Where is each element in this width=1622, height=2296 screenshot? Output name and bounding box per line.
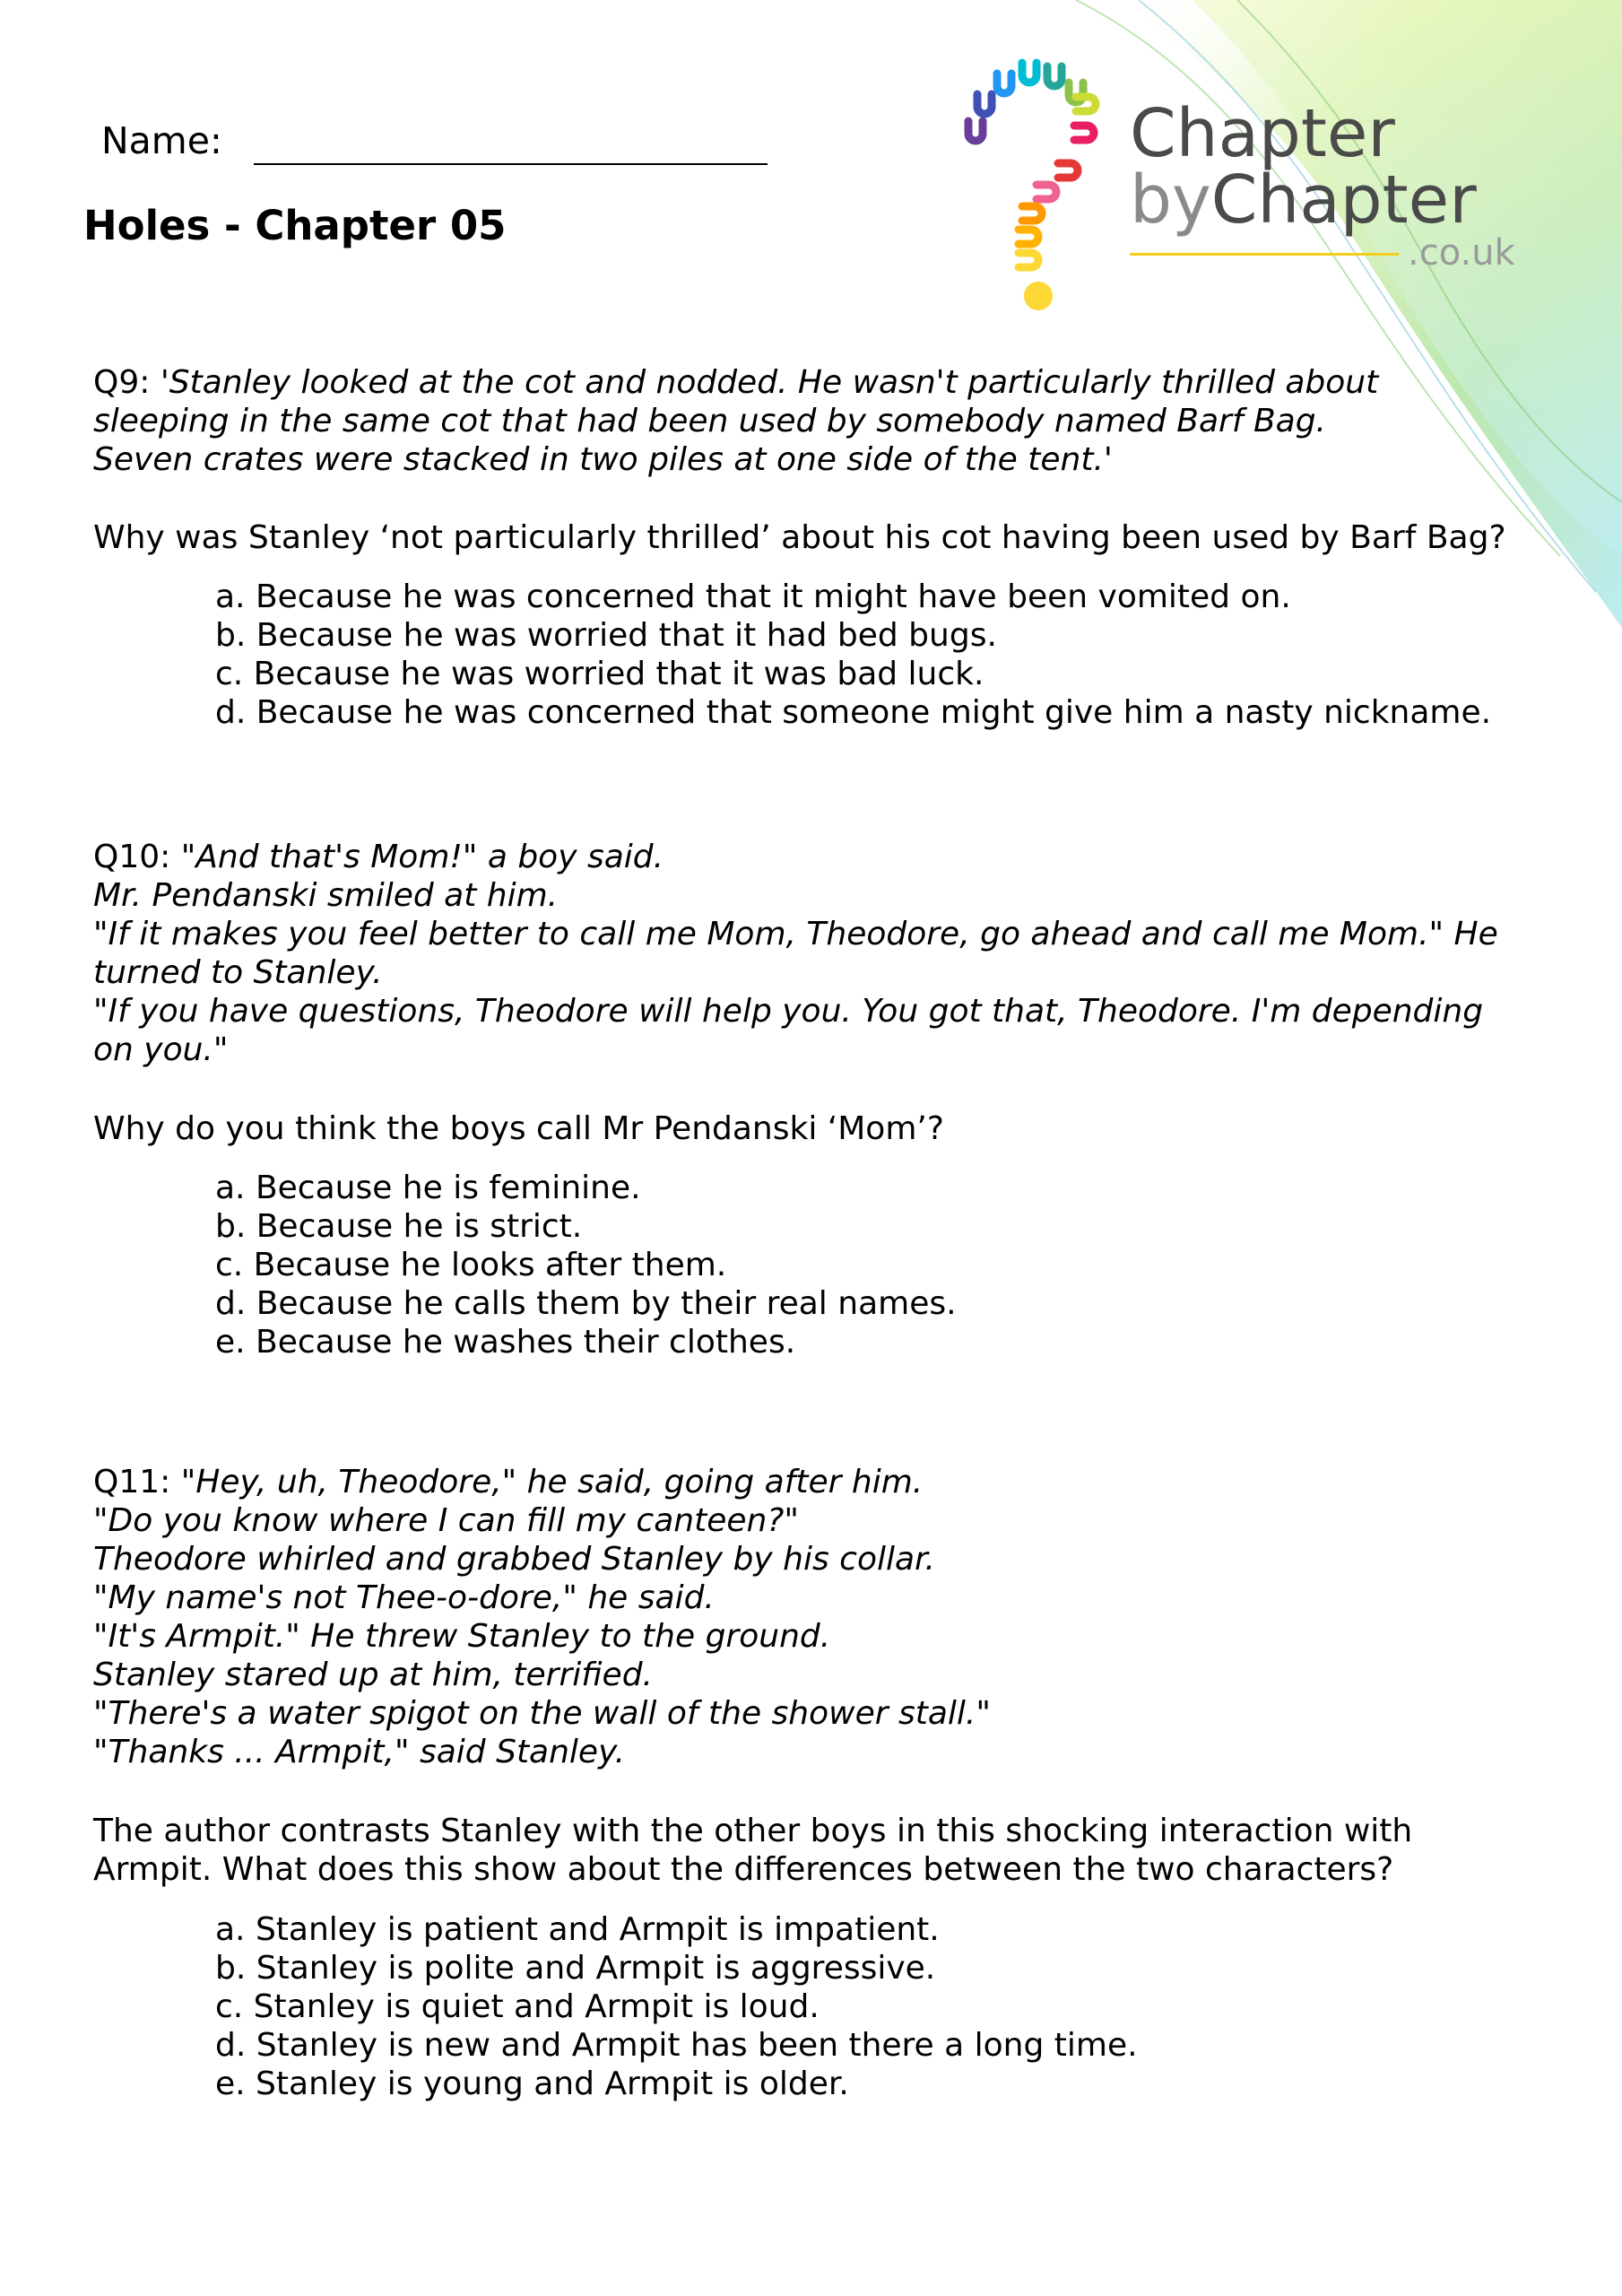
name-field-line[interactable] (254, 163, 768, 165)
question-10-options (215, 1169, 957, 1361)
quote-line: sleeping in the same cot that had been used by somebody named Barf Bag. (93, 403, 1326, 439)
logo-text-domain: .co.uk (1408, 232, 1515, 274)
logo-text-by: by (1130, 161, 1211, 239)
question-label: Q10: (93, 839, 171, 875)
answer-option[interactable]: a. Because he is feminine. (215, 1170, 641, 1206)
question-label: Q11: (93, 1464, 171, 1500)
question-9-quote (93, 363, 1564, 479)
question-9-prompt (93, 518, 1564, 557)
question-label: Q9: (93, 364, 151, 401)
question-10-prompt (93, 1109, 1564, 1148)
quote-line: Theodore whirled and grabbed Stanley by his collar. (93, 1541, 935, 1578)
answer-option[interactable]: b. Because he was worried that it had bed bugs. (215, 617, 997, 654)
answer-option[interactable]: d. Stanley is new and Armpit has been there a long time. (215, 2027, 1138, 2064)
quote-line: "If you have questions, Theodore will help you. You got that, Theodore. I'm depending (93, 993, 1484, 1030)
prompt-line: Why was Stanley ‘not particularly thrilled’ about his cot having been used by Barf Bag? (93, 519, 1506, 556)
answer-option[interactable]: e. Stanley is young and Armpit is older. (215, 2066, 849, 2102)
question-9-options (215, 578, 1491, 732)
prompt-line: Armpit. What does this show about the differences between the two characters? (93, 1851, 1394, 1888)
answer-option[interactable]: e. Because he washes their clothes. (215, 1324, 796, 1361)
answer-option[interactable]: d. Because he was concerned that someone might give him a nasty nickname. (215, 694, 1492, 731)
name-label: Name: (101, 119, 222, 162)
quote-line: "There's a water spigot on the wall of the shower stall." (93, 1695, 991, 1732)
quote-line: Stanley stared up at him, terrified. (93, 1657, 653, 1693)
logo-underline (1130, 253, 1399, 256)
question-11-quote (93, 1463, 1564, 1771)
worksheet-title: Holes - Chapter 05 (83, 202, 507, 249)
answer-option[interactable]: c. Because he looks after them. (215, 1247, 727, 1283)
question-11-options (215, 1910, 1138, 2103)
prompt-line: The author contrasts Stanley with the other boys in this shocking interaction with (93, 1813, 1413, 1849)
quote-line: "It's Armpit." He threw Stanley to the ground. (93, 1618, 831, 1655)
quote-line: "And that's Mom!" a boy said. (180, 839, 664, 875)
quote-line: "My name's not Thee-o-dore," he said. (93, 1579, 715, 1616)
answer-option[interactable]: a. Stanley is patient and Armpit is impatient. (215, 1911, 940, 1948)
quote-line: "Hey, uh, Theodore," he said, going after him. (180, 1464, 924, 1500)
question-mark-books-icon (950, 54, 1112, 323)
quote-line: "If it makes you feel better to call me Mom, Theodore, go ahead and call me Mom." He (93, 916, 1498, 952)
quote-line: 'Stanley looked at the cot and nodded. He wasn't particularly thrilled about (160, 364, 1379, 401)
quote-line: on you." (93, 1031, 229, 1068)
quote-line: Seven crates were stacked in two piles at one side of the tent.' (93, 441, 1113, 478)
answer-option[interactable]: d. Because he calls them by their real names. (215, 1285, 957, 1322)
logo-text-chapter-2: Chapter (1210, 161, 1477, 239)
logo-text-by-chapter (1130, 161, 1477, 239)
quote-line: "Thanks ... Armpit," said Stanley. (93, 1734, 626, 1770)
question-10-quote (93, 838, 1564, 1069)
quote-line: "Do you know where I can fill my canteen?" (93, 1502, 799, 1539)
answer-option[interactable]: c. Stanley is quiet and Armpit is loud. (215, 1988, 820, 2025)
answer-option[interactable]: a. Because he was concerned that it might have been vomited on. (215, 578, 1291, 615)
answer-option[interactable]: b. Stanley is polite and Armpit is aggressive. (215, 1950, 936, 1987)
quote-line: turned to Stanley. (93, 954, 383, 991)
chapter-by-chapter-logo (950, 54, 1578, 323)
answer-option[interactable]: c. Because he was worried that it was bad luck. (215, 656, 984, 692)
prompt-line: Why do you think the boys call Mr Pendanski ‘Mom’? (93, 1110, 944, 1147)
question-11-prompt (93, 1812, 1564, 1889)
quote-line: Mr. Pendanski smiled at him. (93, 877, 559, 914)
answer-option[interactable]: b. Because he is strict. (215, 1208, 583, 1245)
logo-text-chapter: Chapter (1130, 95, 1395, 172)
